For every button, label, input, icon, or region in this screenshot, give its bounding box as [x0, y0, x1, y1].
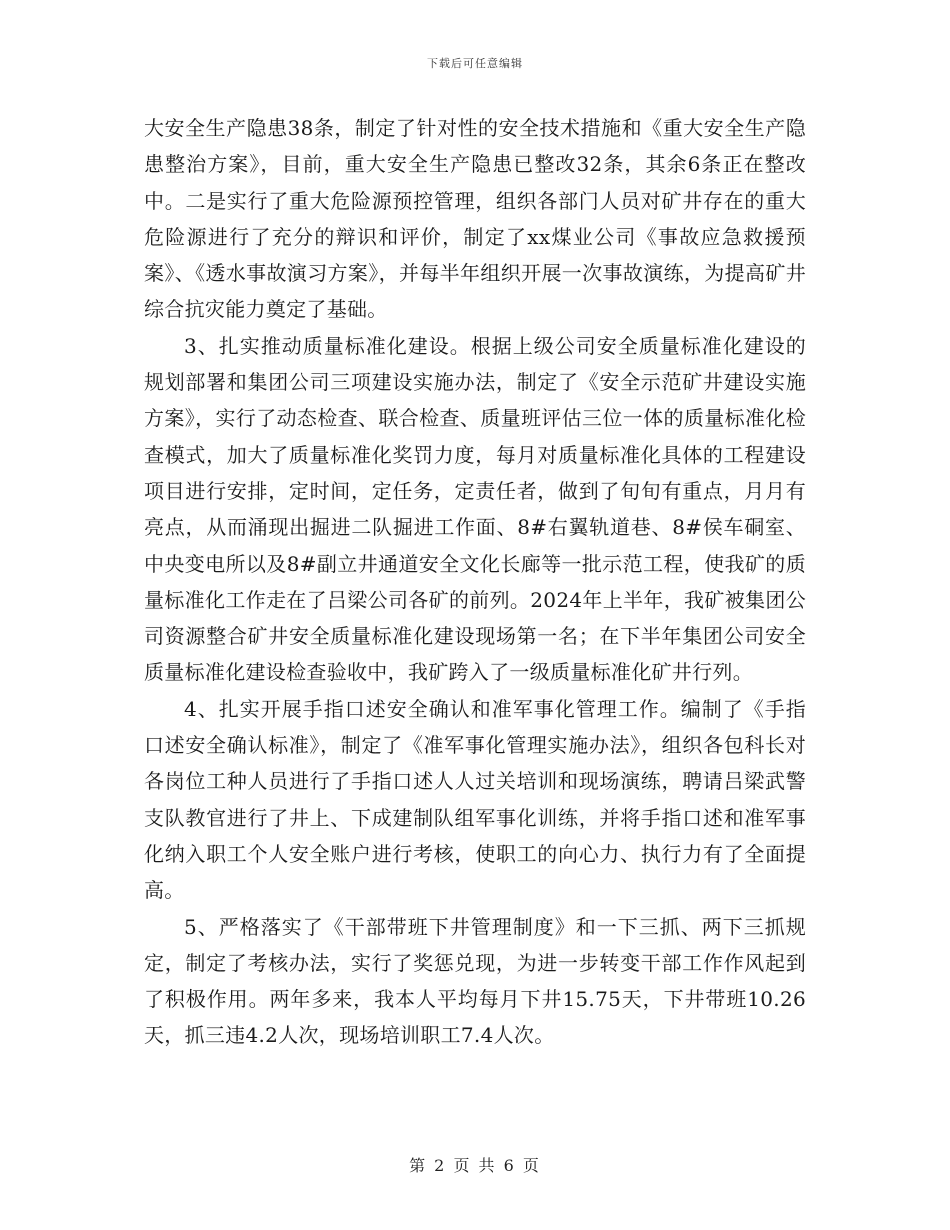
- document-body: [144, 110, 806, 1054]
- paragraph-continuation: 大安全生产隐患38条，制定了针对性的安全技术措施和《重大安全生产隐患整治方案》，目前，重大安全生产隐患已整改32条，其余6条正在整改中。二是实行了重大危险源预控管理，组织各部门人员对矿井存在的重大危险源进行了充分的辩识和评价，制定了xx煤业公司《事故应急救援预案》、《透水事故演习方案》，并每半年组织开展一次事故演练，为提高矿井综合抗灾能力奠定了基础。: [144, 116, 806, 322]
- paragraph-quality-standardization: 3、扎实推动质量标准化建设。根据上级公司安全质量标准化建设的规划部署和集团公司三项建设实施办法，制定了《安全示范矿井建设实施方案》，实行了动态检查、联合检查、质量班评估三位一体的质量标准化检查模式，加大了质量标准化奖罚力度，每月对质量标准化具体的工程建设项目进行安排，定时间，定任务，定责任者，做到了旬旬有重点，月月有亮点，从而涌现出掘进二队掘进工作面、8#右翼轨道巷、8#侯车硐室、中央变电所以及8#副立井通道安全文化长廊等一批示范工程，使我矿的质量标准化工作走在了吕梁公司各矿的前列。2024年上半年，我矿被集团公司资源整合矿井安全质量标准化建设现场第一名；在下半年集团公司安全质量标准化建设检查验收中，我矿跨入了一级质量标准化矿井行列。: [144, 333, 806, 685]
- paragraph-finger-oral-confirmation: 4、扎实开展手指口述安全确认和准军事化管理工作。编制了《手指口述安全确认标准》，制定了《准军事化管理实施办法》，组织各包科长对各岗位工种人员进行了手指口述人人过关培训和现场演练，聘请吕梁武警支队教官进行了井上、下成建制队组军事化训练，并将手指口述和准军事化纳入职工个人安全账户进行考核，使职工的向心力、执行力有了全面提高。: [144, 696, 806, 903]
- paragraph-cadre-underground-duty: 5、严格落实了《干部带班下井管理制度》和一下三抓、两下三抓规定，制定了考核办法，实行了奖惩兑现，为进一步转变干部工作作风起到了积极作用。两年多来，我本人平均每月下井15.75天，下井带班10.26天，抓三违4.2人次，现场培训职工7.4人次。: [144, 914, 806, 1048]
- page-number-footer: 第 2 页 共 6 页: [409, 1156, 541, 1175]
- page-header: 下载后可任意编辑: [427, 57, 523, 70]
